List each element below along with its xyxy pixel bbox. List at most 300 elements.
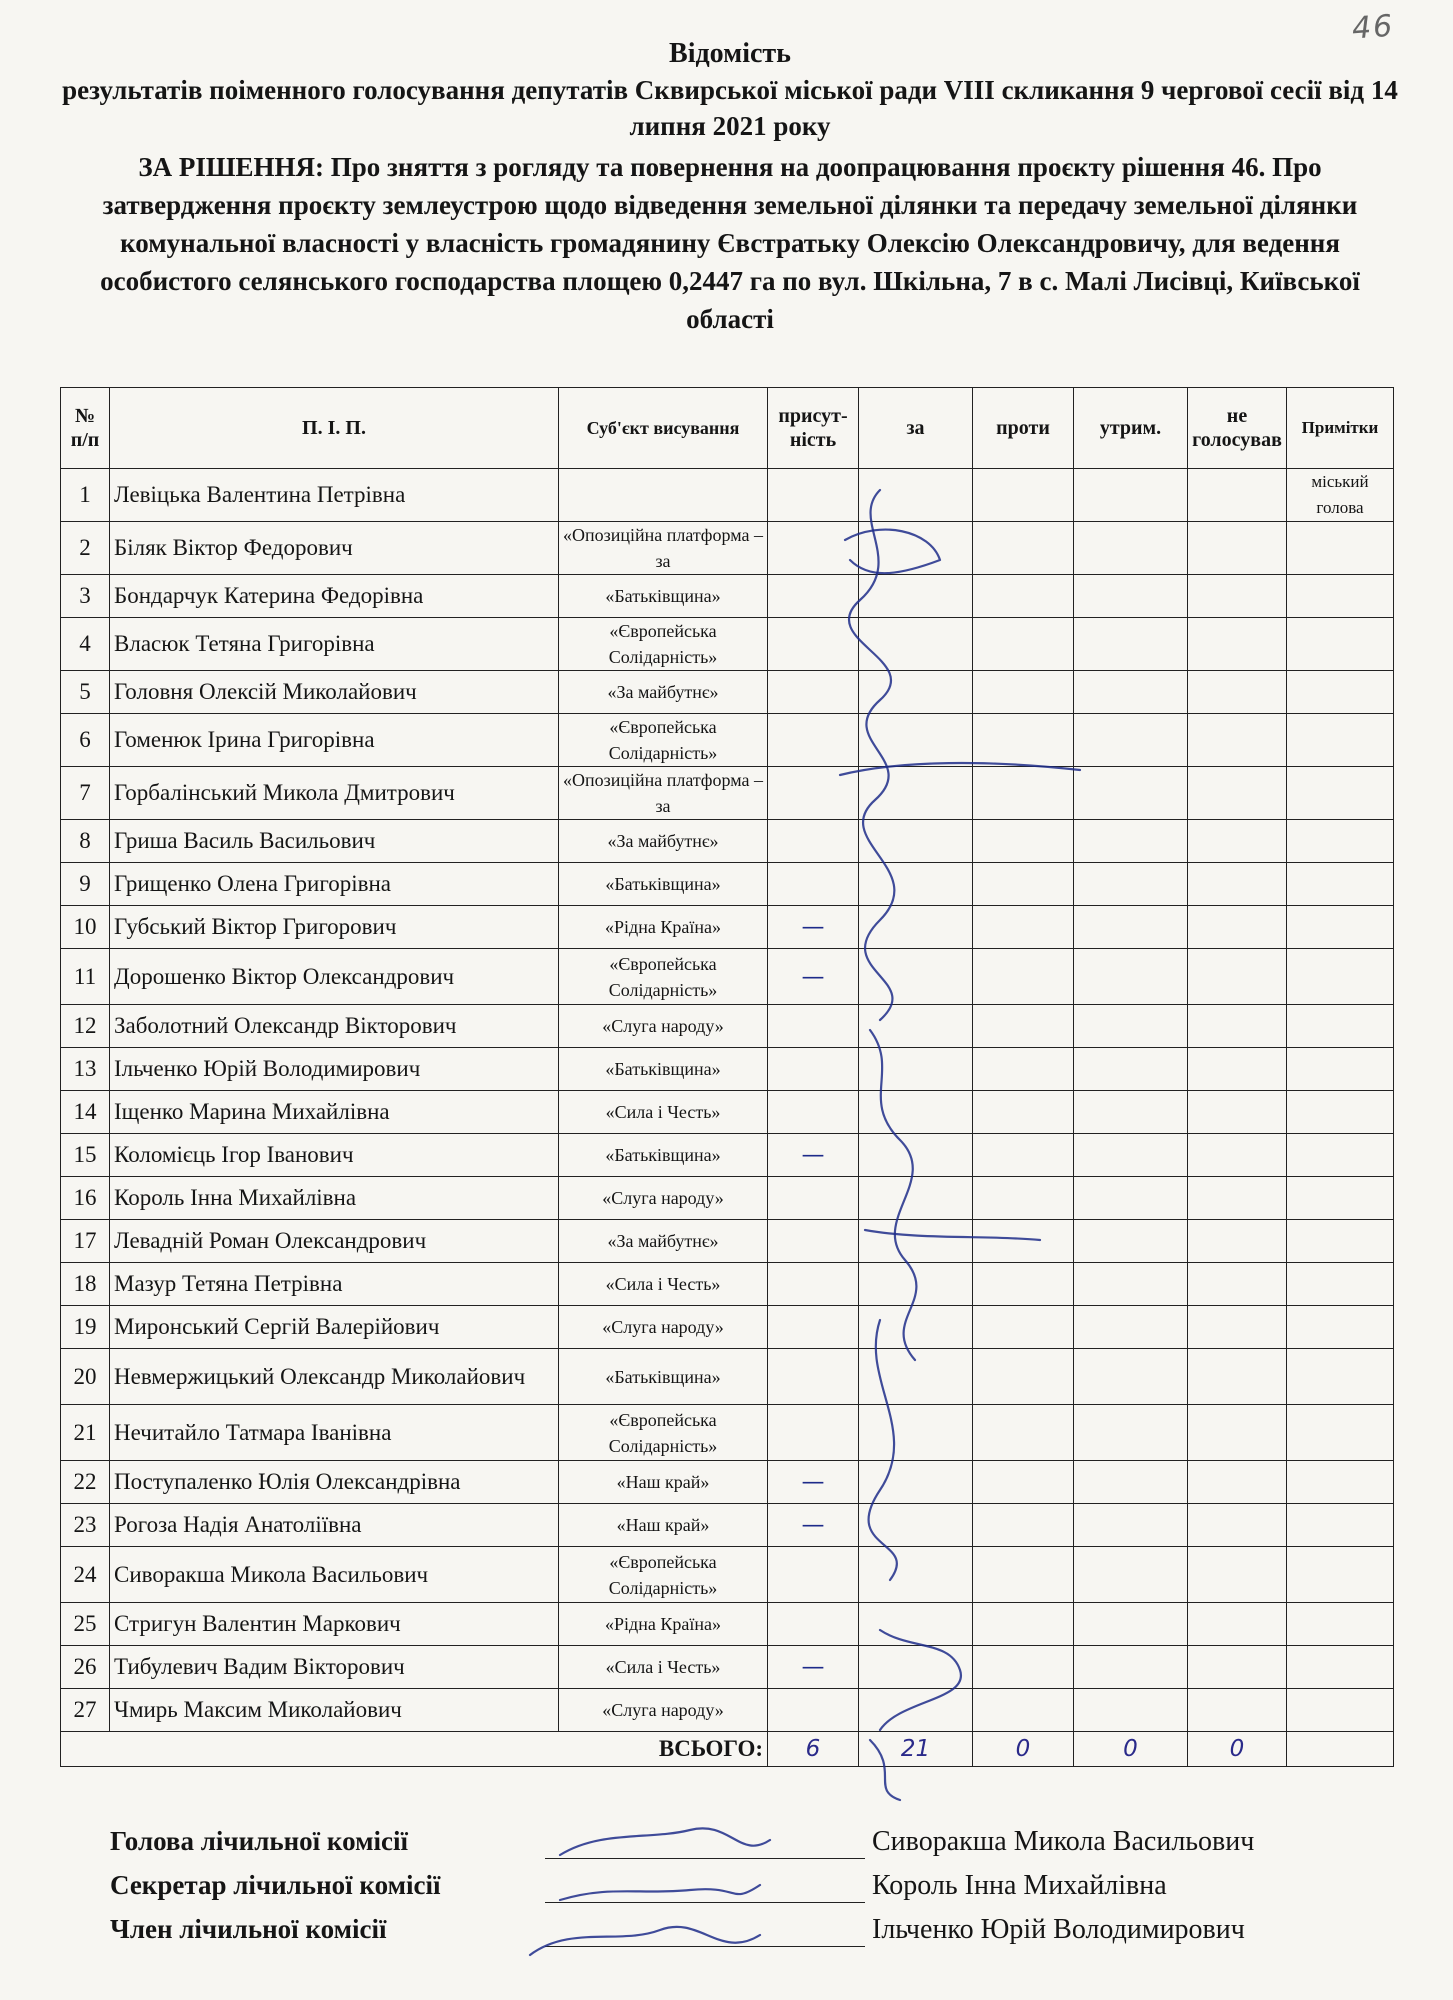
row-name: Мазур Тетяна Петрівна [110, 1263, 559, 1306]
row-number: 25 [61, 1603, 110, 1646]
row-number: 10 [61, 906, 110, 949]
row-not-voted [1188, 1646, 1287, 1689]
row-name: Невмержицький Олександр Миколайович [110, 1349, 559, 1405]
row-not-voted [1188, 820, 1287, 863]
table-row [61, 906, 1394, 949]
row-abstain [1074, 671, 1188, 714]
table-row [61, 1220, 1394, 1263]
row-not-voted [1188, 1689, 1287, 1732]
row-name: Гриша Василь Васильович [110, 820, 559, 863]
row-abstain [1074, 1405, 1188, 1461]
row-party: «Опозиційна платформа – за [559, 522, 768, 575]
row-present [768, 1091, 859, 1134]
signature-person: Сиворакша Микола Васильович [872, 1826, 1255, 1857]
row-present: — [768, 906, 859, 949]
row-for [859, 714, 973, 767]
row-note [1287, 1646, 1394, 1689]
row-party: «Слуга народу» [559, 1005, 768, 1048]
row-not-voted [1188, 1306, 1287, 1349]
row-name: Миронський Сергій Валерійович [110, 1306, 559, 1349]
total-row [61, 1732, 1394, 1767]
table-row [61, 1005, 1394, 1048]
row-party: «Опозиційна платформа – за [559, 767, 768, 820]
signature-role: Член лічильної комісії [110, 1914, 387, 1944]
table-row [61, 863, 1394, 906]
table-row [61, 1689, 1394, 1732]
row-against [973, 1646, 1074, 1689]
row-not-voted [1188, 1461, 1287, 1504]
table-row [61, 767, 1394, 820]
row-not-voted [1188, 1603, 1287, 1646]
row-for [859, 1646, 973, 1689]
row-against [973, 906, 1074, 949]
row-abstain [1074, 1005, 1188, 1048]
table-row [61, 1405, 1394, 1461]
row-abstain [1074, 1603, 1188, 1646]
row-number: 21 [61, 1405, 110, 1461]
row-note [1287, 1461, 1394, 1504]
row-number: 19 [61, 1306, 110, 1349]
row-present [768, 1220, 859, 1263]
row-note [1287, 714, 1394, 767]
row-present [768, 469, 859, 522]
row-for [859, 1177, 973, 1220]
table-row [61, 671, 1394, 714]
row-note [1287, 820, 1394, 863]
row-party: «Європейська Солідарність» [559, 714, 768, 767]
row-present [768, 1048, 859, 1091]
row-abstain [1074, 1504, 1188, 1547]
row-not-voted [1188, 671, 1287, 714]
row-not-voted [1188, 575, 1287, 618]
total-abstain: 0 [1074, 1732, 1188, 1767]
row-number: 20 [61, 1349, 110, 1405]
table-row [61, 1603, 1394, 1646]
header-for: за [859, 388, 973, 469]
row-number: 2 [61, 522, 110, 575]
row-number: 11 [61, 949, 110, 1005]
row-name: Рогоза Надія Анатоліївна [110, 1504, 559, 1547]
row-number: 17 [61, 1220, 110, 1263]
table-row [61, 1461, 1394, 1504]
row-party: «Наш край» [559, 1461, 768, 1504]
row-not-voted [1188, 767, 1287, 820]
row-for [859, 1689, 973, 1732]
row-against [973, 949, 1074, 1005]
table-row [61, 714, 1394, 767]
row-not-voted [1188, 1091, 1287, 1134]
row-against [973, 1504, 1074, 1547]
row-number: 9 [61, 863, 110, 906]
row-against [973, 1177, 1074, 1220]
table-body [61, 469, 1394, 1732]
row-present [768, 1177, 859, 1220]
row-not-voted [1188, 1547, 1287, 1603]
header-abstain: утрим. [1074, 388, 1188, 469]
row-party: «Батьківщина» [559, 1048, 768, 1091]
row-party: «Слуга народу» [559, 1306, 768, 1349]
table-row [61, 618, 1394, 671]
row-number: 4 [61, 618, 110, 671]
row-abstain [1074, 863, 1188, 906]
row-party: «За майбутнє» [559, 671, 768, 714]
row-against [973, 1603, 1074, 1646]
row-present [768, 1603, 859, 1646]
row-party: «Сила і Честь» [559, 1091, 768, 1134]
table-row [61, 1306, 1394, 1349]
row-name: Заболотний Олександр Вікторович [110, 1005, 559, 1048]
document-header [60, 36, 1400, 338]
signature-line [545, 1858, 865, 1859]
row-present [768, 863, 859, 906]
row-name: Поступаленко Юлія Олександрівна [110, 1461, 559, 1504]
row-name: Бондарчук Катерина Федорівна [110, 575, 559, 618]
row-not-voted [1188, 522, 1287, 575]
row-abstain [1074, 1306, 1188, 1349]
row-present: — [768, 1504, 859, 1547]
row-for [859, 1349, 973, 1405]
row-not-voted [1188, 1048, 1287, 1091]
row-note [1287, 1504, 1394, 1547]
row-for [859, 863, 973, 906]
row-number: 1 [61, 469, 110, 522]
signature-row [110, 1826, 1310, 1870]
row-number: 23 [61, 1504, 110, 1547]
signature-row [110, 1914, 1310, 1958]
row-party: «Європейська Солідарність» [559, 1547, 768, 1603]
row-for [859, 820, 973, 863]
row-party: «Батьківщина» [559, 1349, 768, 1405]
row-note [1287, 863, 1394, 906]
row-abstain [1074, 949, 1188, 1005]
row-note [1287, 1177, 1394, 1220]
table-row [61, 1504, 1394, 1547]
row-not-voted [1188, 1263, 1287, 1306]
row-name: Іщенко Марина Михайлівна [110, 1091, 559, 1134]
row-not-voted [1188, 1405, 1287, 1461]
row-not-voted [1188, 1005, 1287, 1048]
total-not-voted: 0 [1188, 1732, 1287, 1767]
signature-line [545, 1902, 865, 1903]
row-against [973, 1349, 1074, 1405]
row-not-voted [1188, 906, 1287, 949]
row-against [973, 671, 1074, 714]
row-name: Сиворакша Микола Васильович [110, 1547, 559, 1603]
row-note [1287, 1547, 1394, 1603]
row-against [973, 1547, 1074, 1603]
row-abstain [1074, 1134, 1188, 1177]
row-name: Чмирь Максим Миколайович [110, 1689, 559, 1732]
table-row [61, 1048, 1394, 1091]
row-party: «Батьківщина» [559, 863, 768, 906]
row-abstain [1074, 1091, 1188, 1134]
row-abstain [1074, 1461, 1188, 1504]
row-note [1287, 1005, 1394, 1048]
page-number: 46 [1350, 8, 1396, 47]
row-note: міський голова [1287, 469, 1394, 522]
total-present: 6 [768, 1732, 859, 1767]
row-number: 15 [61, 1134, 110, 1177]
row-abstain [1074, 1048, 1188, 1091]
total-for: 21 [859, 1732, 973, 1767]
row-number: 13 [61, 1048, 110, 1091]
row-note [1287, 949, 1394, 1005]
signature-role: Секретар лічильної комісії [110, 1870, 441, 1900]
decision-text: ЗА РІШЕННЯ: Про зняття з рогляду та повернення на доопрацювання проєкту рішення 46. Про затвердження проєкту землеустрою щодо відведення земельної ділянки та передачу земельної ділянки комунальної власності у власність громадянину Євстратьку Олексію Олександровичу, для ведення особистого селянського господарства площею 0,2447 га по вул. Шкільна, 7 в с. Малі Лисівці, Київської області [100, 152, 1360, 334]
row-party: «Батьківщина» [559, 575, 768, 618]
row-for [859, 522, 973, 575]
row-present [768, 1547, 859, 1603]
row-number: 27 [61, 1689, 110, 1732]
row-note [1287, 1306, 1394, 1349]
row-present [768, 522, 859, 575]
row-name: Власюк Тетяна Григорівна [110, 618, 559, 671]
row-against [973, 1689, 1074, 1732]
row-abstain [1074, 522, 1188, 575]
row-abstain [1074, 469, 1188, 522]
row-name: Губський Віктор Григорович [110, 906, 559, 949]
row-number: 5 [61, 671, 110, 714]
row-party: «Наш край» [559, 1504, 768, 1547]
row-present: — [768, 1134, 859, 1177]
row-party: «Європейська Солідарність» [559, 1405, 768, 1461]
row-note [1287, 1603, 1394, 1646]
row-number: 7 [61, 767, 110, 820]
row-present [768, 1263, 859, 1306]
row-note [1287, 906, 1394, 949]
row-present [768, 767, 859, 820]
row-abstain [1074, 618, 1188, 671]
row-present [768, 714, 859, 767]
row-number: 24 [61, 1547, 110, 1603]
signature-person: Ільченко Юрій Володимирович [872, 1914, 1245, 1945]
row-note [1287, 1405, 1394, 1461]
table-row [61, 1349, 1394, 1405]
table-row [61, 575, 1394, 618]
row-name: Дорошенко Віктор Олександрович [110, 949, 559, 1005]
table-row [61, 949, 1394, 1005]
row-name: Коломієць Ігор Іванович [110, 1134, 559, 1177]
document-subtitle: результатів поіменного голосування депутатів Сквирської міської ради VIII скликання 9 чергової сесії від 14 липня 2021 року [62, 75, 1398, 141]
row-party: «Європейська Солідарність» [559, 949, 768, 1005]
row-note [1287, 767, 1394, 820]
row-name: Стригун Валентин Маркович [110, 1603, 559, 1646]
table-header-row [61, 388, 1394, 469]
row-for [859, 1048, 973, 1091]
row-for [859, 1461, 973, 1504]
row-abstain [1074, 1349, 1188, 1405]
row-abstain [1074, 1646, 1188, 1689]
row-present [768, 1306, 859, 1349]
row-for [859, 1504, 973, 1547]
row-number: 12 [61, 1005, 110, 1048]
row-name: Нечитайло Татмара Іванівна [110, 1405, 559, 1461]
row-against [973, 1005, 1074, 1048]
table-row [61, 469, 1394, 522]
row-not-voted [1188, 1504, 1287, 1547]
table-row [61, 1134, 1394, 1177]
row-present: — [768, 1646, 859, 1689]
row-abstain [1074, 1177, 1188, 1220]
row-for [859, 671, 973, 714]
row-note [1287, 1263, 1394, 1306]
row-name: Гоменюк Ірина Григорівна [110, 714, 559, 767]
row-against [973, 1220, 1074, 1263]
signature-person: Король Інна Михайлівна [872, 1870, 1167, 1901]
row-abstain [1074, 1547, 1188, 1603]
row-number: 26 [61, 1646, 110, 1689]
header-present: присут-ність [768, 388, 859, 469]
row-note [1287, 1134, 1394, 1177]
row-number: 18 [61, 1263, 110, 1306]
row-against [973, 1048, 1074, 1091]
row-against [973, 714, 1074, 767]
table-row [61, 522, 1394, 575]
row-party: «Сила і Честь» [559, 1646, 768, 1689]
row-name: Грищенко Олена Григорівна [110, 863, 559, 906]
total-against: 0 [973, 1732, 1074, 1767]
row-not-voted [1188, 469, 1287, 522]
row-note [1287, 1048, 1394, 1091]
row-abstain [1074, 575, 1188, 618]
document-title: Відомість [669, 38, 791, 69]
signature-row [110, 1870, 1310, 1914]
row-for [859, 906, 973, 949]
table-row [61, 1091, 1394, 1134]
row-present [768, 1005, 859, 1048]
row-number: 16 [61, 1177, 110, 1220]
row-for [859, 1603, 973, 1646]
row-name: Король Інна Михайлівна [110, 1177, 559, 1220]
row-against [973, 575, 1074, 618]
row-against [973, 1306, 1074, 1349]
row-note [1287, 1689, 1394, 1732]
table-row [61, 1646, 1394, 1689]
row-for [859, 1405, 973, 1461]
row-note [1287, 618, 1394, 671]
row-for [859, 1091, 973, 1134]
row-abstain [1074, 1220, 1188, 1263]
row-for [859, 618, 973, 671]
row-note [1287, 1220, 1394, 1263]
total-label: ВСЬОГО: [61, 1732, 768, 1767]
row-abstain [1074, 906, 1188, 949]
row-present: — [768, 949, 859, 1005]
table-row [61, 1547, 1394, 1603]
row-party: «Рідна Країна» [559, 1603, 768, 1646]
row-against [973, 820, 1074, 863]
row-against [973, 1091, 1074, 1134]
row-name: Головня Олексій Миколайович [110, 671, 559, 714]
row-present [768, 1349, 859, 1405]
row-abstain [1074, 1263, 1188, 1306]
row-not-voted [1188, 949, 1287, 1005]
row-for [859, 1005, 973, 1048]
row-against [973, 618, 1074, 671]
row-name: Ільченко Юрій Володимирович [110, 1048, 559, 1091]
header-name: П. І. П. [110, 388, 559, 469]
row-for [859, 1134, 973, 1177]
row-for [859, 1263, 973, 1306]
row-against [973, 1134, 1074, 1177]
row-number: 22 [61, 1461, 110, 1504]
row-against [973, 863, 1074, 906]
row-for [859, 1547, 973, 1603]
row-present [768, 820, 859, 863]
row-present: — [768, 1461, 859, 1504]
row-not-voted [1188, 1349, 1287, 1405]
header-num: № п/п [61, 388, 110, 469]
row-for [859, 1306, 973, 1349]
row-party: «Рідна Країна» [559, 906, 768, 949]
row-against [973, 767, 1074, 820]
header-against: проти [973, 388, 1074, 469]
row-for [859, 575, 973, 618]
row-for [859, 767, 973, 820]
row-abstain [1074, 1689, 1188, 1732]
row-party: «Європейська Солідарність» [559, 618, 768, 671]
row-party [559, 469, 768, 522]
row-present [768, 1689, 859, 1732]
row-name: Тибулевич Вадим Вікторович [110, 1646, 559, 1689]
vote-table [60, 387, 1394, 1767]
row-party: «Сила і Честь» [559, 1263, 768, 1306]
row-note [1287, 1349, 1394, 1405]
row-present [768, 618, 859, 671]
row-not-voted [1188, 618, 1287, 671]
table-row [61, 1263, 1394, 1306]
row-name: Горбалінський Микола Дмитрович [110, 767, 559, 820]
row-party: «За майбутнє» [559, 820, 768, 863]
table-row [61, 1177, 1394, 1220]
signature-line [545, 1946, 865, 1947]
total-note [1287, 1732, 1394, 1767]
row-not-voted [1188, 863, 1287, 906]
row-number: 6 [61, 714, 110, 767]
row-present [768, 1405, 859, 1461]
header-not-voted: не голосував [1188, 388, 1287, 469]
table-row [61, 820, 1394, 863]
row-note [1287, 575, 1394, 618]
row-present [768, 671, 859, 714]
row-for [859, 1220, 973, 1263]
row-party: «Слуга народу» [559, 1689, 768, 1732]
row-against [973, 1405, 1074, 1461]
row-note [1287, 1091, 1394, 1134]
header-note: Примітки [1287, 388, 1394, 469]
row-against [973, 522, 1074, 575]
row-not-voted [1188, 1134, 1287, 1177]
signature-block [110, 1826, 1310, 1958]
row-party: «За майбутнє» [559, 1220, 768, 1263]
row-party: «Слуга народу» [559, 1177, 768, 1220]
row-for [859, 949, 973, 1005]
row-note [1287, 671, 1394, 714]
row-abstain [1074, 820, 1188, 863]
row-number: 14 [61, 1091, 110, 1134]
row-against [973, 469, 1074, 522]
row-present [768, 575, 859, 618]
row-number: 8 [61, 820, 110, 863]
row-abstain [1074, 714, 1188, 767]
row-not-voted [1188, 1220, 1287, 1263]
row-name: Біляк Віктор Федорович [110, 522, 559, 575]
row-party: «Батьківщина» [559, 1134, 768, 1177]
row-name: Левіцька Валентина Петрівна [110, 469, 559, 522]
header-party: Суб'єкт висування [559, 388, 768, 469]
row-name: Левадній Роман Олександрович [110, 1220, 559, 1263]
row-note [1287, 522, 1394, 575]
